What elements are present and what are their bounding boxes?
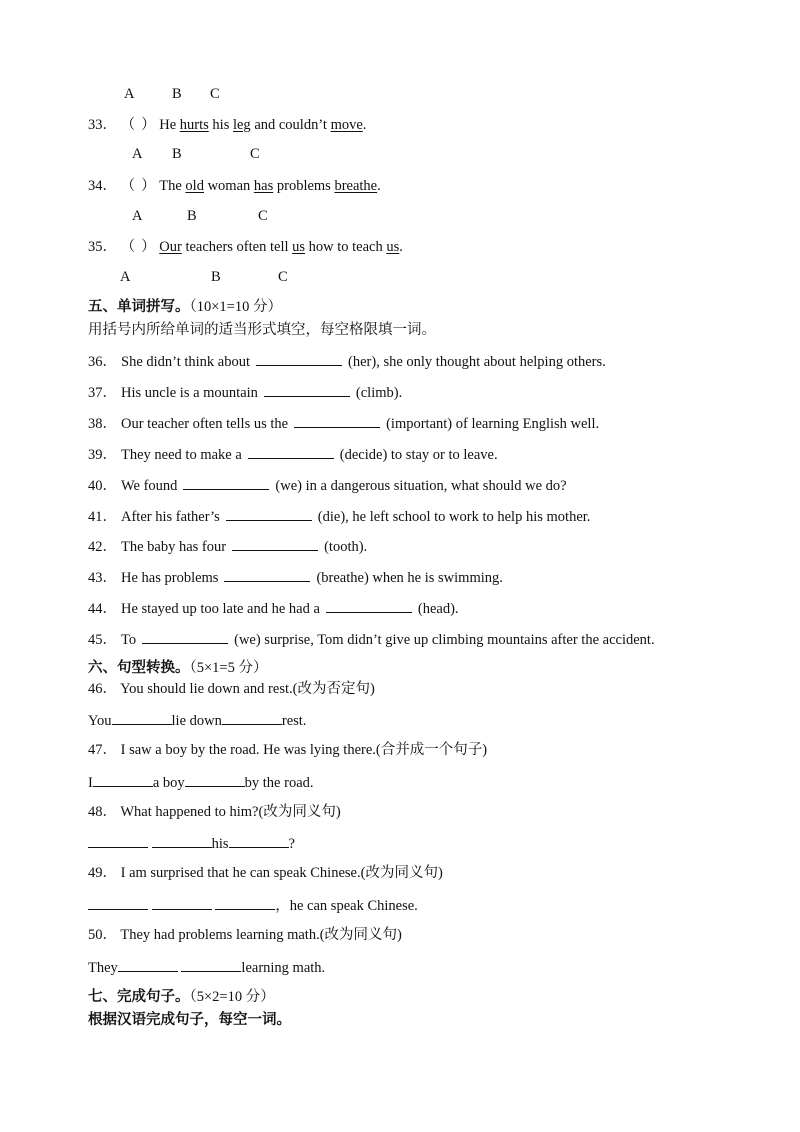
question-note: (改为同义句) <box>258 804 341 820</box>
answer-47 <box>88 772 314 792</box>
word: teachers often tell <box>185 239 289 255</box>
question-number: 41． <box>88 509 117 525</box>
option-b: B <box>187 208 197 224</box>
question-text: They had problems learning math. <box>120 927 320 943</box>
answer-blank[interactable] <box>226 506 312 521</box>
word-hint: (we) surprise, Tom didn’t give up climbing mountains after the accident. <box>234 632 655 648</box>
underlined-word-b: leg <box>232 117 251 133</box>
underlined-word-c: us <box>386 239 400 255</box>
word-hint: (her), she only thought about helping others. <box>348 354 606 370</box>
question-number: 37． <box>88 385 117 401</box>
answer-text: You <box>88 713 112 729</box>
question-number: 34． <box>88 178 117 194</box>
spelling-item <box>88 382 402 402</box>
question-number: 48． <box>88 804 117 820</box>
answer-48 <box>88 833 295 853</box>
section-score: （10×1=10 分） <box>189 299 282 315</box>
question-number: 47． <box>88 742 117 758</box>
answer-blank[interactable] <box>294 413 380 428</box>
option-b: B <box>211 269 221 285</box>
section-title: 六、句型转换。 <box>88 660 190 676</box>
question-text: You should lie down and rest. <box>120 681 293 697</box>
underlined-word-a: Our <box>159 239 182 255</box>
underlined-word-a: old <box>185 178 204 194</box>
option-c: C <box>258 208 268 224</box>
answer-text: ? <box>288 836 295 852</box>
section-score: （5×2=10 分） <box>189 989 275 1005</box>
section-title: 五、单词拼写。 <box>88 299 190 315</box>
answer-blank[interactable] <box>326 598 412 613</box>
spelling-item <box>88 536 367 556</box>
spelling-item <box>88 629 655 649</box>
question-number: 35． <box>88 239 117 255</box>
word-hint: (head). <box>417 601 459 617</box>
option-a: A <box>132 208 143 224</box>
word-hint: (decide) to stay or to leave. <box>339 447 498 463</box>
spelling-item <box>88 598 459 618</box>
question-text: We found <box>121 478 178 494</box>
blank-2[interactable] <box>185 772 245 787</box>
answer-blank[interactable] <box>224 567 310 582</box>
question-text: After his father’s <box>121 509 220 525</box>
question-number: 46． <box>88 681 117 697</box>
blank-3[interactable] <box>229 833 289 848</box>
blank-1[interactable] <box>88 833 148 848</box>
section-7-instruction: 根据汉语完成句子，每空一词。 <box>88 1012 291 1028</box>
underlined-word-b: us <box>292 239 306 255</box>
question-48 <box>88 803 341 821</box>
option-c: C <box>278 269 288 285</box>
word: and couldn’t <box>254 117 327 133</box>
underlined-word-c: move <box>330 117 363 133</box>
answer-50 <box>88 957 325 977</box>
word: The <box>159 178 182 194</box>
answer-paren-close: ） <box>141 178 156 194</box>
answer-text: his <box>211 836 229 852</box>
question-text: I saw a boy by the road. He was lying there. <box>120 742 376 758</box>
option-a: A <box>120 269 131 285</box>
blank-1[interactable] <box>118 957 178 972</box>
section-7-heading <box>88 988 275 1006</box>
spelling-item <box>88 444 498 464</box>
answer-paren-open: （ <box>120 178 136 194</box>
question-text: The baby has four <box>121 539 227 555</box>
answer-paren-open: （ <box>120 239 136 255</box>
answer-49 <box>88 895 418 915</box>
word: He <box>159 117 177 133</box>
blank-1[interactable] <box>93 772 153 787</box>
question-47 <box>88 741 487 759</box>
question-number: 36． <box>88 354 117 370</box>
question-number: 50． <box>88 927 117 943</box>
question-note: (合并成一个句子) <box>375 742 488 758</box>
question-number: 42． <box>88 539 117 555</box>
answer-text: I <box>88 775 93 791</box>
spelling-item <box>88 351 606 371</box>
option-c: C <box>250 146 260 162</box>
question-text: They need to make a <box>121 447 242 463</box>
question-note: (改为同义句) <box>319 927 402 943</box>
answer-blank[interactable] <box>264 382 350 397</box>
word-hint: (important) of learning English well. <box>386 416 600 432</box>
underlined-word-c: breathe <box>334 178 378 194</box>
question-number: 45． <box>88 632 117 648</box>
question-49 <box>88 864 443 882</box>
answer-text: ，he can speak Chinese. <box>275 898 418 914</box>
answer-paren-close: ） <box>141 239 156 255</box>
answer-blank[interactable] <box>256 351 342 366</box>
question-number: 33． <box>88 117 117 133</box>
question-50 <box>88 926 402 944</box>
answer-paren-close: ） <box>141 117 156 133</box>
punctuation: . <box>362 117 367 133</box>
question-number: 43． <box>88 570 117 586</box>
blank-1[interactable] <box>112 710 172 725</box>
word-hint: (tooth). <box>324 539 368 555</box>
option-b: B <box>172 86 182 102</box>
option-a: A <box>132 146 143 162</box>
blank-3[interactable] <box>215 895 275 910</box>
question-number: 39． <box>88 447 117 463</box>
blank-1[interactable] <box>88 895 148 910</box>
underlined-word-a: hurts <box>179 117 209 133</box>
punctuation: . <box>377 178 381 194</box>
blank-2[interactable] <box>222 710 282 725</box>
section-5-instruction: 用括号内所给单词的适当形式填空，每空格限填一词。 <box>88 322 436 338</box>
answer-blank[interactable] <box>248 444 334 459</box>
answer-blank[interactable] <box>183 475 269 490</box>
question-text: What happened to him? <box>120 804 259 820</box>
question-text: He has problems <box>121 570 219 586</box>
question-note: (改为同义句) <box>360 865 443 881</box>
question-34 <box>88 177 381 195</box>
word-hint: (breathe) when he is swimming. <box>316 570 503 586</box>
answer-blank[interactable] <box>232 536 318 551</box>
punctuation: . <box>399 239 403 255</box>
word-hint: (climb). <box>355 385 403 401</box>
answer-text: rest. <box>281 713 307 729</box>
answer-paren-open: （ <box>120 117 136 133</box>
answer-text: They <box>88 960 118 976</box>
question-number: 44． <box>88 601 117 617</box>
question-35 <box>88 238 403 256</box>
spelling-item <box>88 506 590 526</box>
option-b: B <box>172 146 182 162</box>
question-46 <box>88 680 375 698</box>
word: how to teach <box>308 239 383 255</box>
question-text: He stayed up too late and he had a <box>121 601 320 617</box>
question-number: 40． <box>88 478 117 494</box>
word: problems <box>276 178 331 194</box>
underlined-word-b: has <box>253 178 274 194</box>
question-text: To <box>121 632 137 648</box>
option-a: A <box>124 86 135 102</box>
answer-46 <box>88 710 306 730</box>
blank-2[interactable] <box>152 895 212 910</box>
section-score: （5×1=5 分） <box>189 660 268 676</box>
option-c: C <box>210 86 220 102</box>
section-6-heading <box>88 659 267 677</box>
question-note: (改为否定句) <box>292 681 375 697</box>
word: his <box>212 117 230 133</box>
question-text: She didn’t think about <box>121 354 251 370</box>
blank-2[interactable] <box>152 833 212 848</box>
question-number: 49． <box>88 865 117 881</box>
spelling-item <box>88 413 599 433</box>
spelling-item <box>88 475 567 495</box>
word-hint: (we) in a dangerous situation, what should we do? <box>275 478 567 494</box>
answer-text: lie down <box>171 713 222 729</box>
blank-2[interactable] <box>181 957 241 972</box>
spelling-item <box>88 567 503 587</box>
answer-text: learning math. <box>241 960 326 976</box>
word-hint: (die), he left school to work to help his mother. <box>317 509 591 525</box>
word: woman <box>207 178 251 194</box>
question-33 <box>88 116 366 134</box>
question-text: I am surprised that he can speak Chinese. <box>120 865 361 881</box>
question-number: 38． <box>88 416 117 432</box>
answer-text: by the road. <box>244 775 314 791</box>
question-text: His uncle is a mountain <box>121 385 258 401</box>
section-5-heading <box>88 298 282 316</box>
section-title: 七、完成句子。 <box>88 989 190 1005</box>
answer-text: a boy <box>152 775 185 791</box>
question-text: Our teacher often tells us the <box>121 416 289 432</box>
answer-blank[interactable] <box>142 629 228 644</box>
